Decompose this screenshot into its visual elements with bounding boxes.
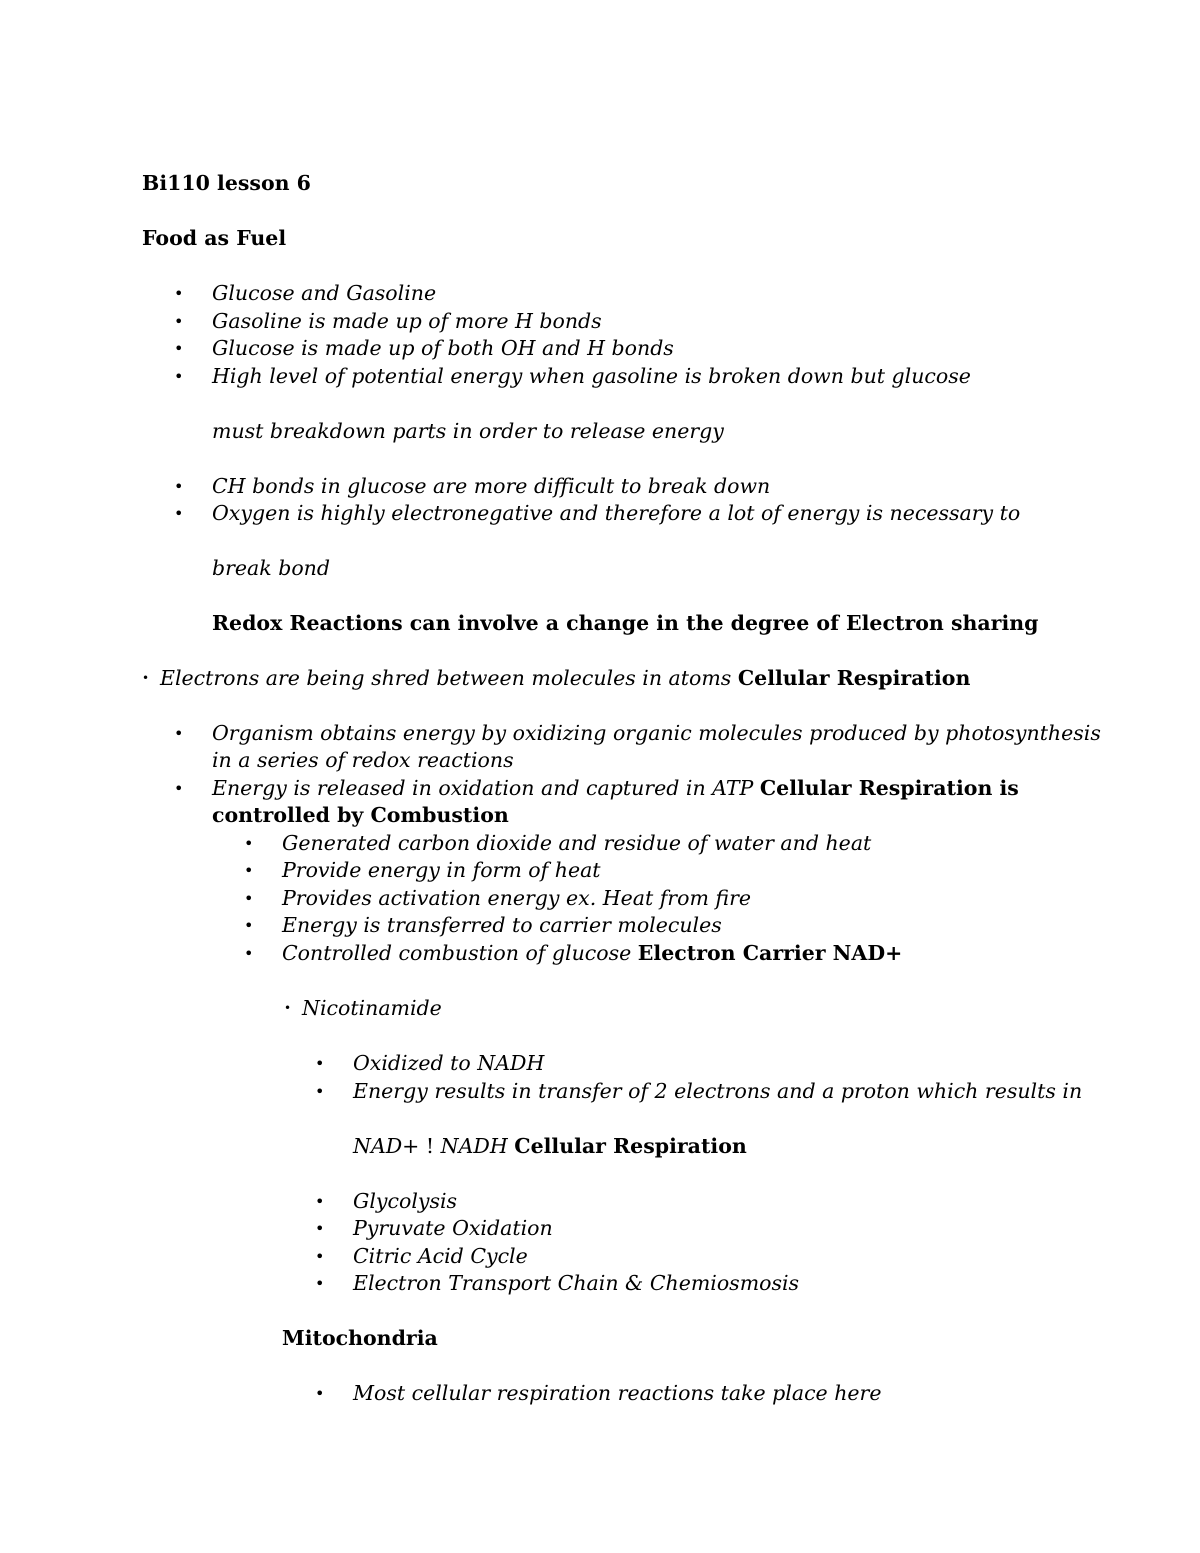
arrow-symbol: ! bbox=[425, 1134, 435, 1158]
list-item-continuation: break bond bbox=[212, 556, 331, 580]
bullet-icon: • bbox=[244, 944, 254, 963]
list-item-continuation: in a series of redox reactions bbox=[212, 748, 514, 772]
mitochondria-heading: Mitochondria bbox=[282, 1326, 438, 1350]
bullet-icon: • bbox=[315, 1054, 325, 1073]
list-item: CH bonds in glucose are more difficult to break down bbox=[212, 474, 771, 498]
list-item: Citric Acid Cycle bbox=[353, 1244, 528, 1268]
electrons-line bbox=[160, 665, 970, 692]
list-item bbox=[212, 775, 1019, 802]
list-item: Oxygen is highly electronegative and therefore a lot of energy is necessary to bbox=[212, 501, 1021, 525]
bullet-icon: • bbox=[174, 724, 184, 743]
list-item: Glucose and Gasoline bbox=[212, 281, 437, 305]
list-item: Generated carbon dioxide and residue of water and heat bbox=[282, 831, 872, 855]
bullet-icon: • bbox=[244, 889, 254, 908]
list-item: Energy is transferred to carrier molecules bbox=[282, 913, 722, 937]
bullet-icon: • bbox=[174, 284, 184, 303]
bullet-icon: • bbox=[174, 312, 184, 331]
list-item: Gasoline is made up of more H bonds bbox=[212, 309, 602, 333]
list-item-continuation: must breakdown parts in order to release energy bbox=[212, 419, 724, 443]
bullet-icon: • bbox=[174, 504, 184, 523]
list-item: Electron Transport Chain & Chemiosmosis bbox=[353, 1271, 800, 1295]
list-item: Pyruvate Oxidation bbox=[353, 1216, 553, 1240]
redox-heading: Redox Reactions can involve a change in the degree of Electron sharing bbox=[212, 611, 1039, 635]
list-item: Most cellular respiration reactions take place here bbox=[353, 1381, 882, 1405]
list-item-text: Energy is released in oxidation and captured in ATP bbox=[212, 776, 754, 800]
cellular-respiration-heading: Cellular Respiration bbox=[514, 1134, 747, 1158]
bullet-icon: • bbox=[315, 1219, 325, 1238]
list-item: Glycolysis bbox=[353, 1189, 458, 1213]
section-heading-food-as-fuel: Food as Fuel bbox=[142, 226, 287, 250]
list-item: Provides activation energy ex. Heat from fire bbox=[282, 886, 752, 910]
list-item: Energy results in transfer of 2 electrons and a proton which results in bbox=[353, 1079, 1083, 1103]
list-item: Glucose is made up of both OH and H bonds bbox=[212, 336, 674, 360]
list-item-text: Controlled combustion of glucose bbox=[282, 941, 632, 965]
electron-carrier-heading: Electron Carrier NAD+ bbox=[637, 941, 903, 965]
course-title: Bi110 lesson 6 bbox=[142, 171, 311, 195]
nad-plus-text: NAD+ bbox=[353, 1134, 420, 1158]
combustion-heading-continuation: controlled by Combustion bbox=[212, 803, 509, 827]
list-item: Provide energy in form of heat bbox=[282, 858, 601, 882]
bullet-icon: • bbox=[174, 477, 184, 496]
list-item bbox=[282, 940, 902, 967]
bullet-icon: • bbox=[315, 1384, 325, 1403]
bullet-icon: • bbox=[142, 671, 150, 685]
list-item: High level of potential energy when gasoline is broken down but glucose bbox=[212, 364, 971, 388]
list-item: Organism obtains energy by oxidizing organic molecules produced by photosynthesis bbox=[212, 721, 1101, 745]
cellular-respiration-heading: Cellular Respiration bbox=[737, 666, 971, 690]
bullet-icon: • bbox=[174, 779, 184, 798]
bullet-icon: • bbox=[174, 367, 184, 386]
bullet-icon: • bbox=[244, 861, 254, 880]
bullet-icon: • bbox=[174, 339, 184, 358]
electrons-text: Electrons are being shred between molecules in atoms bbox=[160, 666, 732, 690]
bullet-icon: • bbox=[315, 1247, 325, 1266]
bullet-icon: • bbox=[315, 1082, 325, 1101]
bullet-icon: • bbox=[315, 1192, 325, 1211]
bullet-icon: • bbox=[244, 834, 254, 853]
list-item: Oxidized to NADH bbox=[353, 1051, 545, 1075]
nadh-text: NADH bbox=[440, 1134, 508, 1158]
bullet-icon: • bbox=[284, 1001, 292, 1015]
combustion-heading: Cellular Respiration is bbox=[759, 776, 1019, 800]
bullet-icon: • bbox=[315, 1274, 325, 1293]
list-item-continuation bbox=[353, 1133, 747, 1160]
bullet-icon: • bbox=[244, 916, 254, 935]
list-item: Nicotinamide bbox=[302, 996, 442, 1020]
